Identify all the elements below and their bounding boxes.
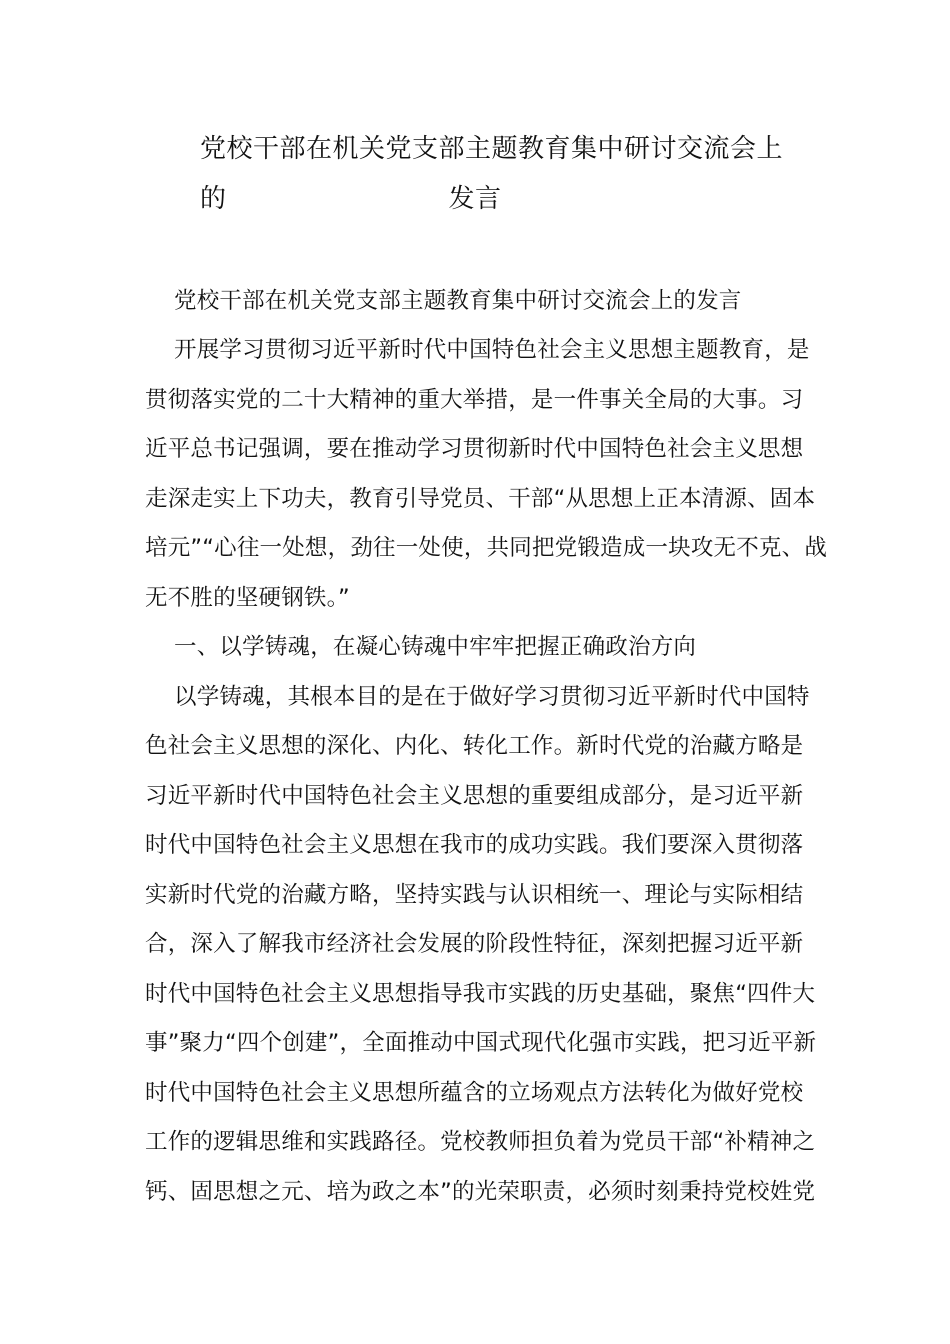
- body-line: 无不胜的坚硬钢铁。”: [145, 585, 350, 611]
- body-line: 事”聚力“四个创建”，全面推动中国式现代化强市实践，把习近平新: [145, 1030, 817, 1056]
- body-line: 时代中国特色社会主义思想指导我市实践的历史基础，聚焦“四件大: [145, 981, 816, 1007]
- body-line: 实新时代党的治藏方略，坚持实践与认识相统一、理论与实际相结: [145, 882, 804, 908]
- body-line: 钙、固思想之元、培为政之本”的光荣职责，必须时刻秉持党校姓党: [145, 1179, 816, 1205]
- body-line: 走深走实上下功夫，教育引导党员、干部“从思想上正本清源、固本: [145, 486, 816, 512]
- body-line: 合，深入了解我市经济社会发展的阶段性特征，深刻把握习近平新: [145, 931, 804, 957]
- body-line: 色社会主义思想的深化、内化、转化工作。新时代党的治藏方略是: [145, 733, 804, 759]
- document-title-line-2: 发言: [448, 184, 502, 214]
- body-line: 时代中国特色社会主义思想在我市的成功实践。我们要深入贯彻落: [145, 832, 804, 858]
- body-line: 培元”“心往一处想，劲往一处使，共同把党锻造成一块攻无不克、战: [145, 535, 828, 561]
- body-line: 以学铸魂，其根本目的是在于做好学习贯彻习近平新时代中国特: [174, 684, 810, 710]
- document-title-line-1: 党校干部在机关党支部主题教育集中研讨交流会上的: [200, 134, 784, 214]
- body-line: 贯彻落实党的二十大精神的重大举措，是一件事关全局的大事。习: [145, 387, 804, 413]
- subtitle-paragraph: 党校干部在机关党支部主题教育集中研讨交流会上的发言: [174, 288, 742, 314]
- body-line: 时代中国特色社会主义思想所蕴含的立场观点方法转化为做好党校: [145, 1080, 804, 1106]
- body-line: 习近平新时代中国特色社会主义思想的重要组成部分，是习近平新: [145, 783, 804, 809]
- body-line: 近平总书记强调，要在推动学习贯彻新时代中国特色社会主义思想: [145, 436, 804, 462]
- section-heading: 一、以学铸魂，在凝心铸魂中牢牢把握正确政治方向: [174, 634, 697, 660]
- body-line: 开展学习贯彻习近平新时代中国特色社会主义思想主题教育，是: [174, 337, 810, 363]
- body-line: 工作的逻辑思维和实践路径。党校教师担负着为党员干部“补精神之: [145, 1129, 816, 1155]
